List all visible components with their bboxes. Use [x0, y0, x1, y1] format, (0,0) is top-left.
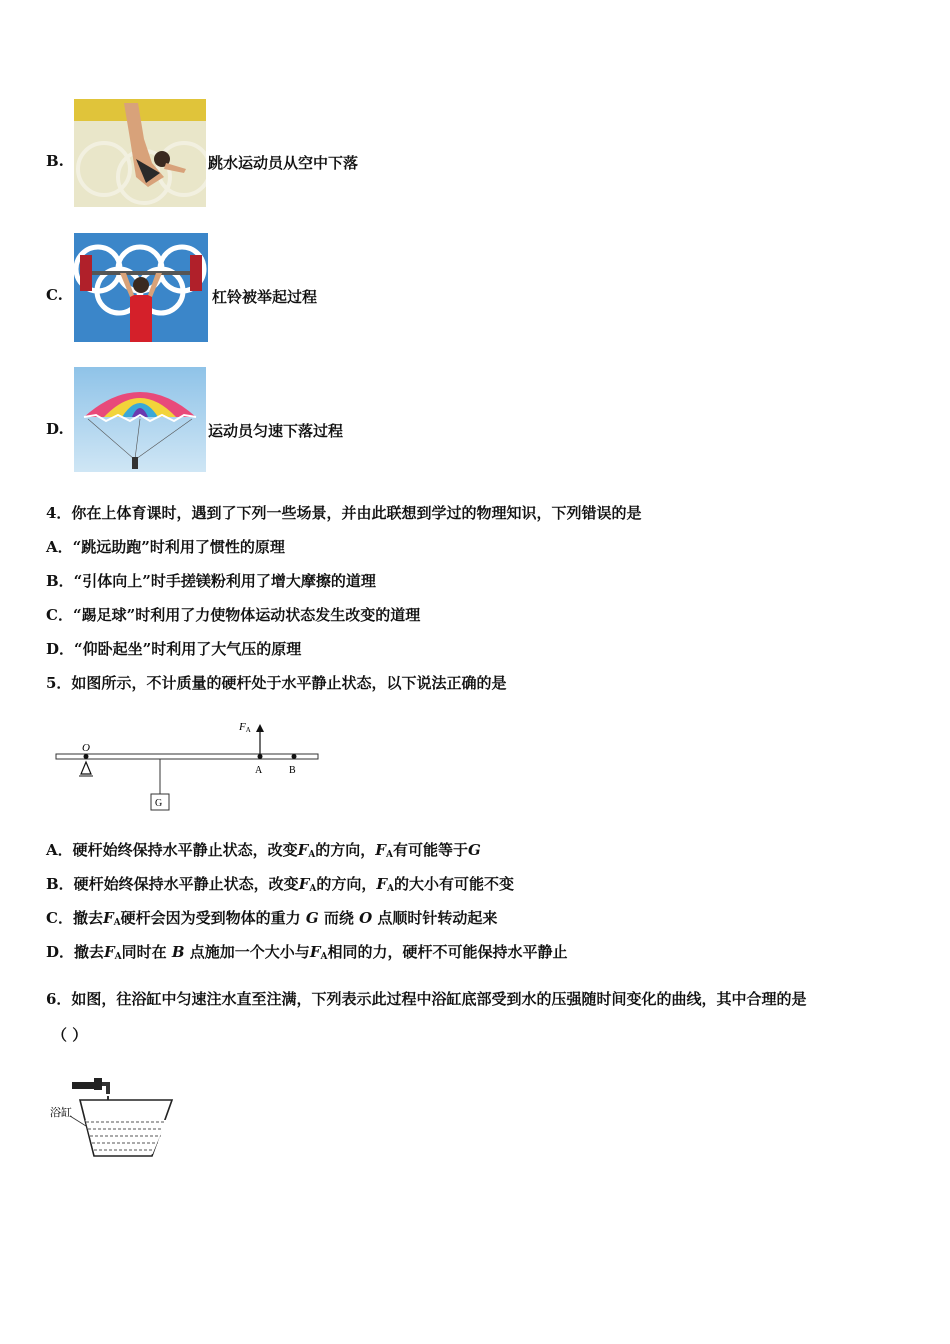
q4-option-b: B．“引体向上”时手搓镁粉利用了增大摩擦的道理: [46, 572, 376, 590]
q5-option-d: D．撤去$F_A$同时在 B 点施加一个大小与$F_A$相同的力，硬杆不可能保持水平静止: [46, 943, 568, 962]
parachute-photo: [74, 367, 206, 472]
bathtub-diagram: [48, 1072, 180, 1162]
q5-option-b: B．硬杆始终保持水平静止状态，改变$F_A$的方向，$F_A$的大小有可能不变: [46, 875, 514, 894]
pivot-o-label: O: [82, 742, 90, 754]
diver-photo: [74, 99, 206, 207]
lever-diagram: [50, 712, 330, 816]
option-d-label: D.: [46, 420, 64, 438]
q4-option-d: D．“仰卧起坐”时利用了大气压的原理: [46, 640, 302, 658]
q4-stem: 4．你在上体育课时，遇到了下列一些场景，并由此联想到学过的物理知识，下列错误的是: [46, 504, 642, 522]
q5-option-a: A．硬杆始终保持水平静止状态，改变$F_A$的方向，$F_A$有可能等于G: [46, 841, 481, 860]
option-d-caption: 运动员匀速下落过程: [208, 422, 344, 440]
option-b-label: B.: [46, 152, 64, 170]
weight-g-label: G: [155, 798, 163, 809]
q5-stem: 5．如图所示，不计质量的硬杆处于水平静止状态，以下说法正确的是: [46, 674, 507, 692]
q4-option-a: A．“跳远助跑”时利用了惯性的原理: [46, 538, 285, 556]
point-b-label: B: [289, 765, 296, 776]
point-a-label: A: [255, 765, 263, 776]
option-c-label: C.: [46, 286, 63, 304]
option-c-caption: 杠铃被举起过程: [212, 288, 318, 306]
q6-stem: 6．如图，往浴缸中匀速注水直至注满，下列表示此过程中浴缸底部受到水的压强随时间变化的曲线，其中合理的是: [46, 990, 807, 1008]
force-fa-label: FA: [239, 721, 251, 734]
q4-option-c: C．“踢足球”时利用了力使物体运动状态发生改变的道理: [46, 606, 421, 624]
bathtub-label: 浴缸: [50, 1106, 72, 1119]
q5-option-c: C．撤去$F_A$硬杆会因为受到物体的重力 G 而绕 O 点顺时针转动起来: [46, 909, 498, 928]
weightlifter-photo: [74, 233, 208, 342]
option-b-caption: 跳水运动员从空中下落: [208, 154, 359, 172]
q6-paren: （ ）: [52, 1026, 88, 1044]
